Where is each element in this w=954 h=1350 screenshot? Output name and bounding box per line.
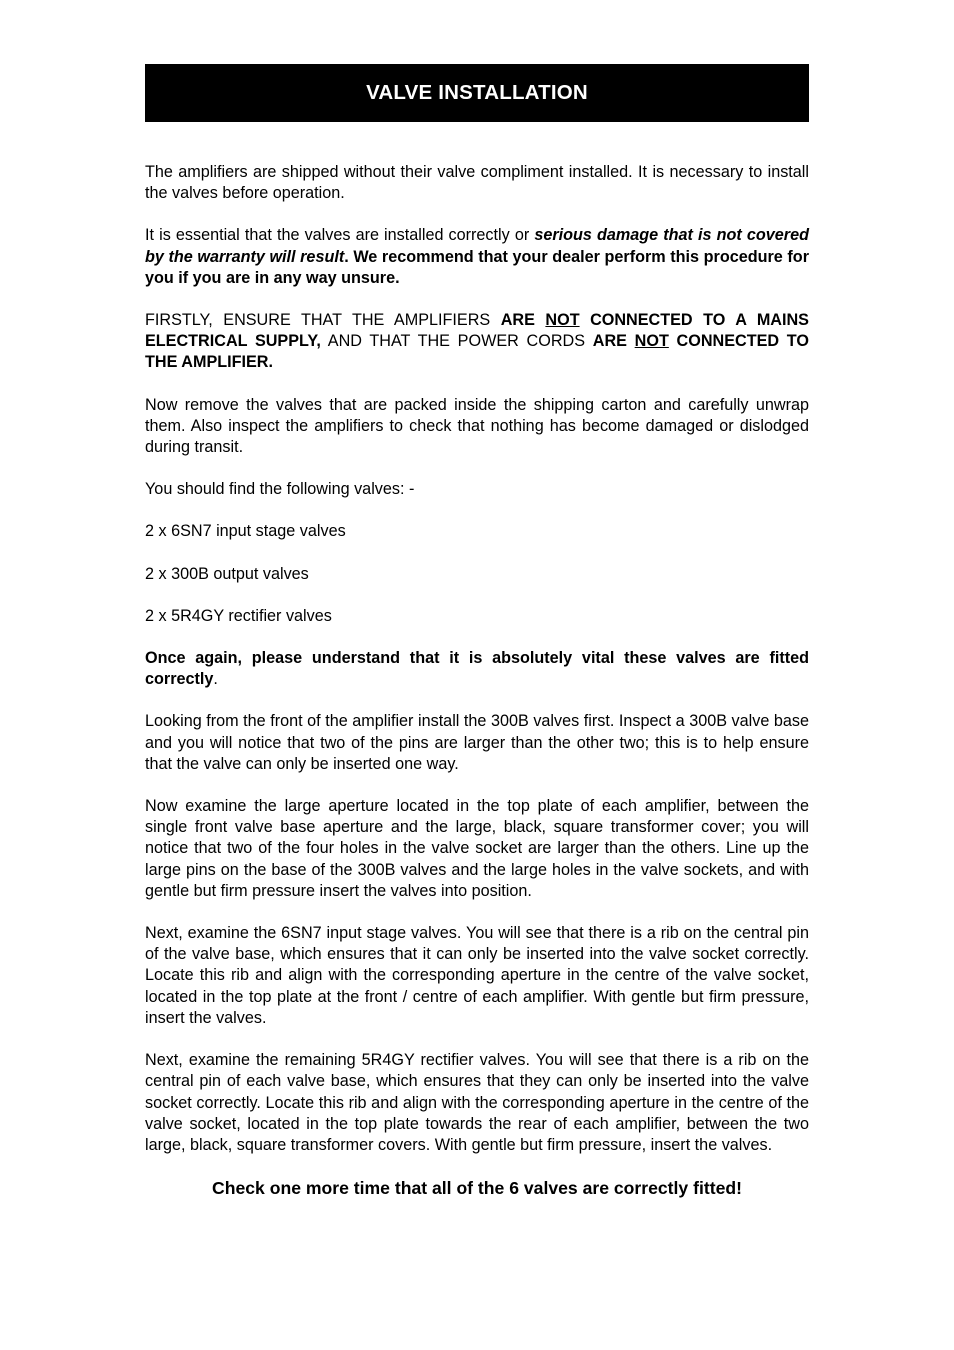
power-warning-d: CONNECTED TO A MAINS ELECTRICAL SUPPLY, (145, 311, 809, 351)
power-warning-a: FIRSTLY, ENSURE THAT THE AMPLIFIERS (145, 311, 501, 330)
vital-warning-period: . (213, 670, 218, 689)
power-warning-not-2: NOT (634, 332, 669, 351)
warning-damage-text: serious damage that is not covered by the warranty will result (145, 226, 809, 266)
document-page (145, 64, 809, 1199)
document-body (145, 162, 809, 1199)
paragraph-warranty-warning (145, 225, 809, 289)
valve-list-item: 2 x 300B output valves (145, 564, 309, 583)
paragraph-300b-socket: Now examine the large aperture located in the top plate of each amplifier, between the single front valve base aperture and the large, black, square transformer cover; you will notice that two of the four holes in the valve socket are larger than the others. Line up the large pins on the base of the 300B valves and the large holes in the valve sockets, and with gentle but firm pressure insert the valves into position. (145, 797, 809, 900)
paragraph-power-warning (145, 310, 809, 374)
vital-warning-text: Once again, please understand that it is absolutely vital these valves are fitted correctly (145, 649, 809, 689)
power-warning-not-1: NOT (545, 311, 580, 330)
paragraph-valve-list-intro: You should find the following valves: - (145, 480, 415, 499)
warning-lead-text: It is essential that the valves are installed correctly or (145, 226, 535, 245)
paragraph-vital-warning (145, 648, 809, 690)
paragraph-6sn7: Next, examine the 6SN7 input stage valves. You will see that there is a rib on the central pin of the valve base, which ensures that it can only be inserted into the valve socket correctly. Locate this rib and align with the corresponding aperture in the centre of the valve socket, located in the top plate at the front / centre of each amplifier. With gentle but firm pressure, insert the valves. (145, 924, 809, 1027)
power-warning-f: ARE (592, 332, 635, 351)
page-title: VALVE INSTALLATION (366, 81, 588, 104)
paragraph-intro: The amplifiers are shipped without their valve compliment installed. It is necessary to install the valves before operation. (145, 163, 809, 203)
title-banner (145, 64, 809, 122)
valve-list-item: 2 x 6SN7 input stage valves (145, 522, 346, 541)
paragraph-5r4gy: Next, examine the remaining 5R4GY rectifier valves. You will see that there is a rib on the central pin of each valve base, which ensures that they can only be inserted into the valve socket correctly. Locate this rib and align with the corresponding aperture in the centre of the valve socket, located in the top plate towards the rear of each amplifier, between the two large, black, square transformer covers. With gentle but firm pressure, insert the valves. (145, 1051, 809, 1154)
paragraph-unpack: Now remove the valves that are packed inside the shipping carton and carefully unwrap them. Also inspect the amplifiers to check that nothing has become damaged or dislodged during transit. (145, 395, 809, 457)
paragraph-300b-base: Looking from the front of the amplifier install the 300B valves first. Inspect a 300B valve base and you will notice that two of the pins are larger than the other two; this is to help ensure that the valve can only be inserted one way. (145, 712, 809, 773)
power-warning-h: CONNECTED TO THE AMPLIFIER. (145, 332, 809, 372)
valve-list-item: 2 x 5R4GY rectifier valves (145, 606, 332, 625)
closing-check-note: Check one more time that all of the 6 valves are correctly fitted! (212, 1178, 742, 1199)
warning-dealer-text: . We recommend that your dealer perform this procedure for you if you are in any way unsure. (145, 247, 809, 287)
power-warning-e: AND THAT THE POWER CORDS (320, 332, 593, 351)
power-warning-b: ARE (500, 311, 546, 330)
